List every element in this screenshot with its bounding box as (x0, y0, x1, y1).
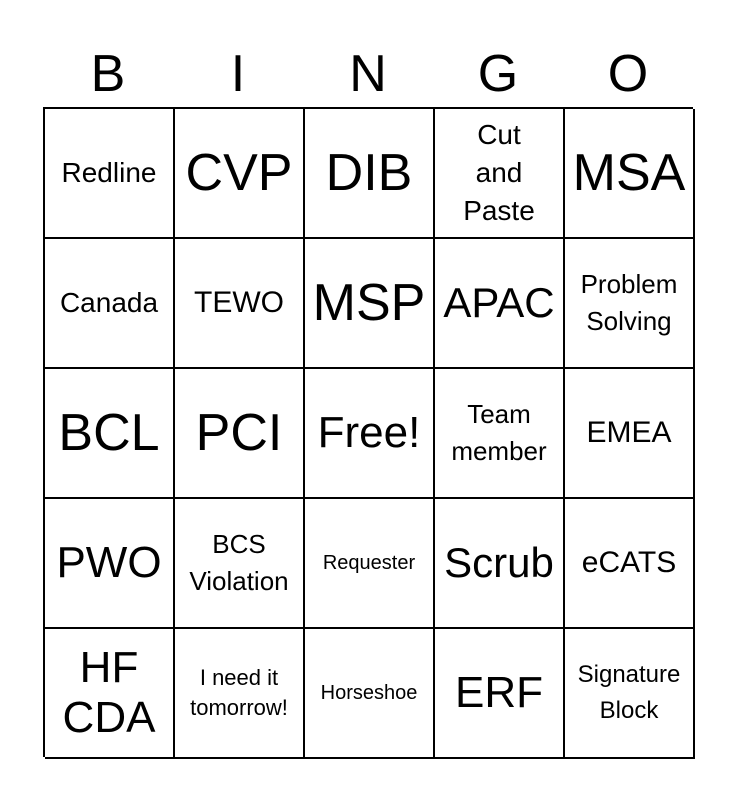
cell-label: HF CDA (62, 643, 156, 742)
bingo-cell[interactable] (45, 369, 175, 499)
cell-label: TEWO (194, 286, 284, 319)
cell-label: Requester (322, 552, 416, 574)
cell-label: MSA (572, 144, 686, 202)
bingo-cell[interactable] (565, 629, 695, 759)
bingo-cell[interactable] (305, 239, 435, 369)
cell-label: DIB (325, 144, 413, 202)
cell-label: BCS Violation (189, 529, 289, 596)
bingo-cell[interactable] (565, 239, 695, 369)
cell-label: Team member (451, 399, 547, 466)
cell-label: PCI (195, 404, 283, 462)
header-letter-n: N (349, 45, 387, 103)
cell-label: Redline (61, 157, 157, 188)
cell-label: Canada (59, 287, 159, 318)
cell-label: eCATS (581, 546, 677, 579)
header-letter-g: G (477, 45, 519, 103)
bingo-cell[interactable] (175, 499, 305, 629)
cell-label: APAC (443, 279, 555, 326)
bingo-cell[interactable] (45, 239, 175, 369)
cell-label: Free! (317, 408, 421, 457)
cell-label: I need it tomorrow! (190, 665, 288, 720)
bingo-cell[interactable] (175, 239, 305, 369)
bingo-cell[interactable] (175, 629, 305, 759)
bingo-cell[interactable] (305, 109, 435, 239)
free-space[interactable] (305, 369, 435, 499)
bingo-cell[interactable] (45, 109, 175, 239)
bingo-cell[interactable] (305, 499, 435, 629)
bingo-cell[interactable] (435, 239, 565, 369)
bingo-cell[interactable] (45, 499, 175, 629)
cell-label: PWO (56, 538, 162, 587)
cell-label: Horseshoe (320, 682, 418, 704)
cell-label: CVP (185, 144, 293, 202)
bingo-header (43, 42, 693, 106)
bingo-cell[interactable] (435, 369, 565, 499)
bingo-cell[interactable] (565, 499, 695, 629)
header-letter-b: B (90, 45, 126, 103)
cell-label: MSP (312, 274, 426, 332)
bingo-cell[interactable] (565, 109, 695, 239)
cell-label: Problem Solving (580, 269, 678, 336)
bingo-cell[interactable] (435, 629, 565, 759)
header-letter-i: I (230, 45, 246, 103)
bingo-cell[interactable] (565, 369, 695, 499)
bingo-cell[interactable] (435, 109, 565, 239)
bingo-board (43, 107, 693, 757)
cell-label: Scrub (444, 539, 554, 586)
bingo-cell[interactable] (45, 629, 175, 759)
cell-label: BCL (58, 404, 160, 462)
bingo-cell[interactable] (175, 369, 305, 499)
bingo-cell[interactable] (435, 499, 565, 629)
bingo-cell[interactable] (305, 629, 435, 759)
cell-label: Cut and Paste (463, 119, 535, 226)
cell-label: Signature Block (577, 661, 681, 724)
cell-label: EMEA (586, 416, 672, 449)
bingo-cell[interactable] (175, 109, 305, 239)
header-letter-o: O (607, 45, 649, 103)
cell-label: ERF (455, 668, 543, 717)
